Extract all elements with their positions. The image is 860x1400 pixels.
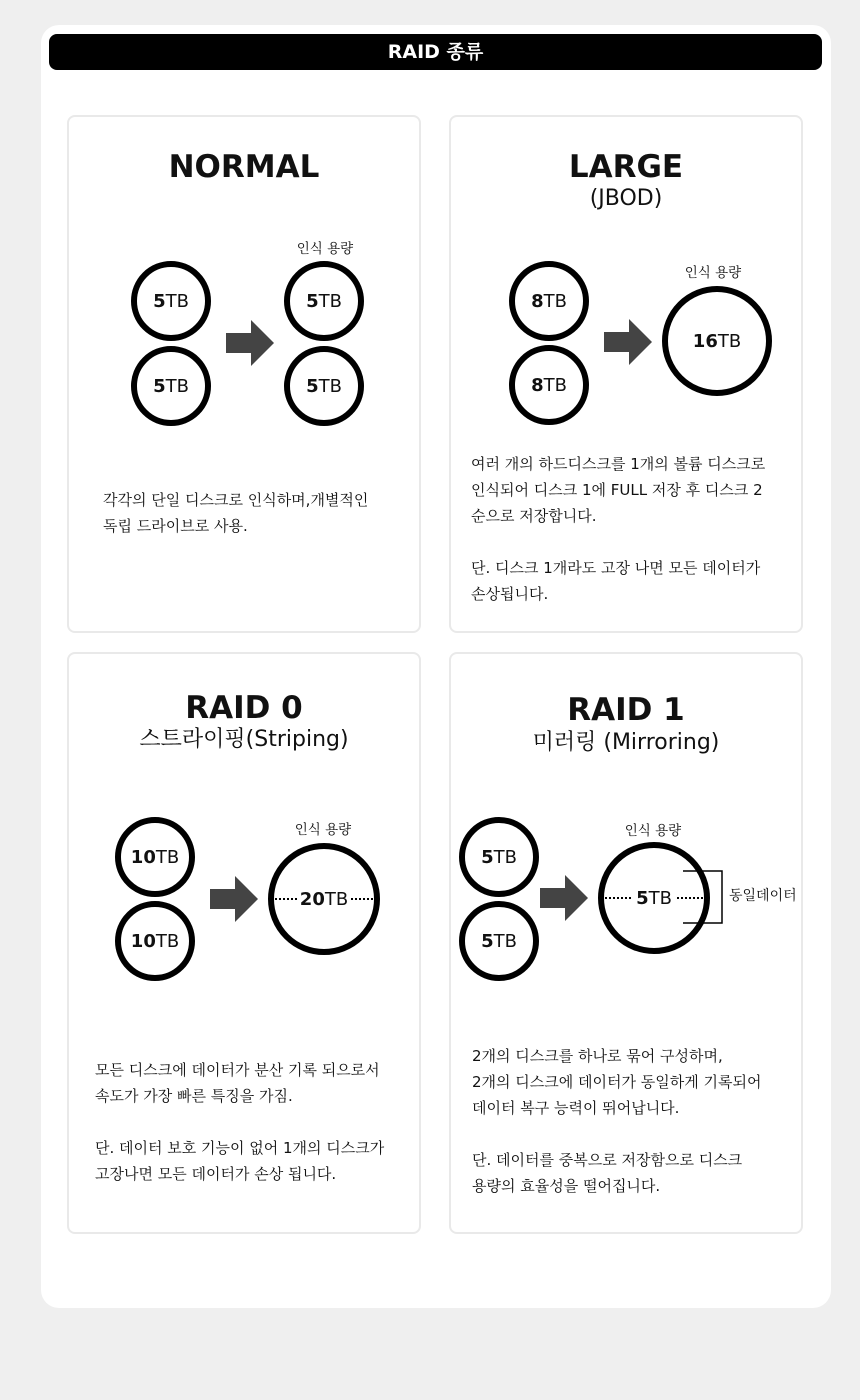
- source-disk: 5 TB: [131, 261, 211, 341]
- mirror-dash-left: [605, 897, 631, 899]
- same-data-label: 동일데이터: [729, 888, 797, 904]
- card-normal: [67, 115, 421, 633]
- card-title: LARGE: [568, 149, 684, 185]
- card-title: RAID 0: [185, 690, 303, 726]
- source-disk: 5 TB: [459, 817, 539, 897]
- result-disk: 5 TB: [598, 842, 710, 954]
- stripe-dash-left: [275, 898, 297, 900]
- source-disk: 8 TB: [509, 261, 589, 341]
- card-title: RAID 1: [567, 692, 685, 728]
- card-description: 각각의 단일 디스크로 인식하며,개별적인 독립 드라이브로 사용.: [103, 491, 369, 535]
- capacity-label: 인식 용량: [294, 822, 352, 838]
- result-disk: 5 TB: [284, 346, 364, 426]
- result-disk: 16 TB: [662, 286, 772, 396]
- capacity-label: 인식 용량: [684, 265, 742, 281]
- arrow-right-icon: [210, 876, 258, 922]
- stripe-dash-right: [351, 898, 373, 900]
- card-raid1: [449, 652, 803, 1234]
- arrow-right-icon: [540, 875, 588, 921]
- card-description: 여러 개의 하드디스크를 1개의 볼륨 디스크로 인식되어 디스크 1에 FULL 저장 후 디스크 2 순으로 저장합니다. 단. 디스크 1개라도 고장 나면 모든 데이터가 손상됩니다.: [471, 455, 766, 603]
- card-title: NORMAL: [168, 149, 320, 185]
- source-disk: 10 TB: [115, 901, 195, 981]
- arrow-right-icon: [226, 320, 274, 366]
- source-disk: 5 TB: [459, 901, 539, 981]
- source-disk: 8 TB: [509, 345, 589, 425]
- card-subtitle: (JBOD): [589, 186, 663, 211]
- card-description: 2개의 디스크를 하나로 묶어 구성하며, 2개의 디스크에 데이터가 동일하게 기록되어 데이터 복구 능력이 뛰어납니다. 단. 데이터를 중복으로 저장함으로 디스크 용량의 효율성을 떨어집니다.: [472, 1047, 762, 1195]
- source-disk: 5 TB: [131, 346, 211, 426]
- card-raid0: [67, 652, 421, 1234]
- card-subtitle: 미러링 (Mirroring): [532, 730, 720, 755]
- source-disk: 10 TB: [115, 817, 195, 897]
- capacity-label: 인식 용량: [296, 241, 354, 257]
- result-disk: 20 TB: [268, 843, 380, 955]
- mirror-bracket-icon: [683, 870, 725, 924]
- card-subtitle: 스트라이핑(Striping): [139, 727, 349, 752]
- card-large: [449, 115, 803, 633]
- capacity-label: 인식 용량: [624, 823, 682, 839]
- card-description: 모든 디스크에 데이터가 분산 기록 되으로서 속도가 가장 빠른 특징을 가짐. 단. 데이터 보호 기능이 없어 1개의 디스크가 고장나면 모든 데이터가 손상 됩니다.: [95, 1061, 385, 1183]
- result-disk: 5 TB: [284, 261, 364, 341]
- arrow-right-icon: [604, 319, 652, 365]
- page-title: RAID 종류: [49, 34, 822, 70]
